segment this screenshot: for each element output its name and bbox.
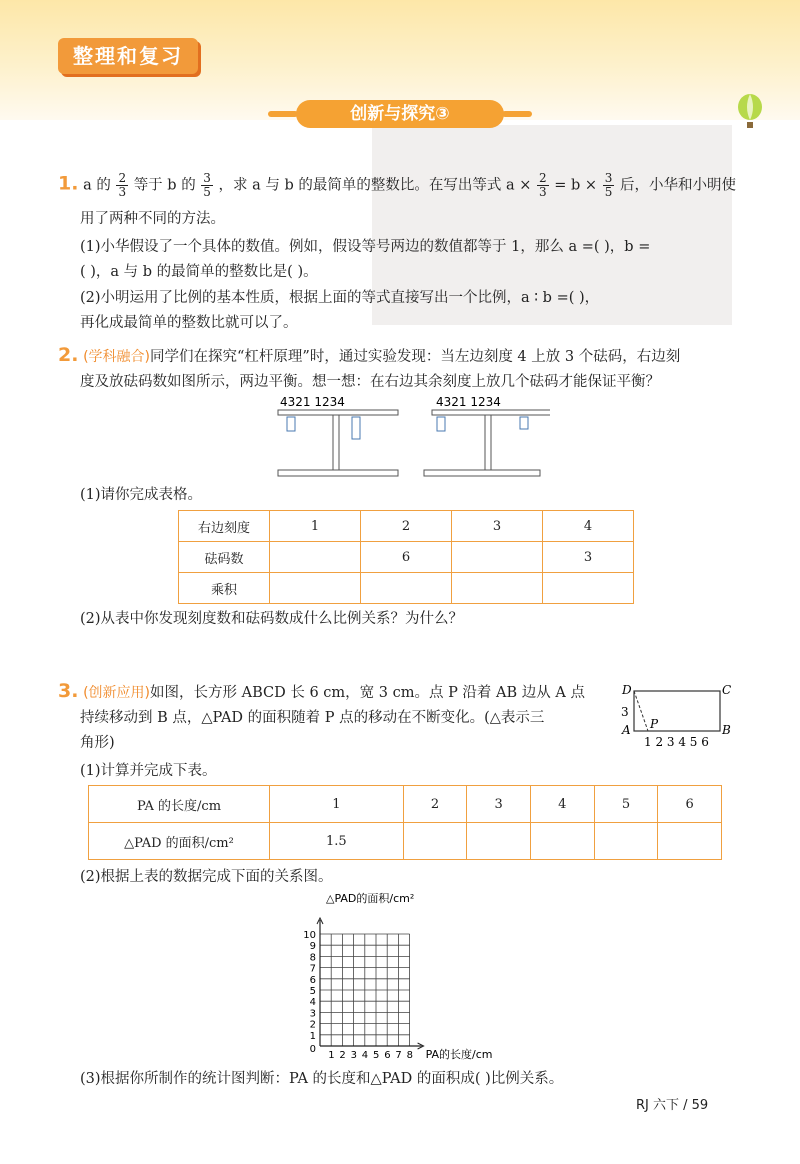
label-d: D [622,683,632,697]
q1-part2: (2)小明运用了比例的基本性质，根据上面的等式直接写出一个比例，a ∶ b =( )， [80,290,600,306]
q3-text: 如图，长方形 ABCD 长 6 cm，宽 3 cm。点 P 沿着 AB 边从 A 点 [150,685,585,701]
y-tick-label: 4 [309,997,316,1009]
x-tick-label: 8 [406,1050,413,1060]
table-row [179,542,634,573]
table-cell: 右边刻度 [179,511,270,542]
q1-text: 后，小华和小明使 [619,177,736,194]
chapter-tab [58,38,198,74]
y-tick-label: 3 [309,1008,316,1020]
scale-labels: 4321 1234 [436,395,501,409]
x-tick-label: 4 [361,1050,369,1060]
q3-sub1: (1)计算并完成下表。 [80,763,217,779]
x-tick-label: 2 [339,1050,346,1060]
y-tick-label: 2 [309,1019,316,1031]
q1-part1: (1)小华假设了一个具体的数值。例如，假设等号两边的数值都等于 1，那么 a =( )，b = [80,239,651,255]
table-cell: 砝码数 [179,542,270,573]
y-tick-label: 7 [309,963,316,975]
chapter-tab-label: 整理和复习 [73,44,183,68]
table-cell: 3 [543,542,634,573]
q3-number: 3. [58,680,79,702]
label-b: B [722,723,731,737]
table-row [89,786,722,823]
table-cell: 6 [658,786,722,823]
q3-sub2: (2)根据上表的数据完成下面的关系图。 [80,869,333,885]
q1-line1 [58,172,736,199]
x-tick-label: 6 [384,1050,391,1060]
lever-figures [270,394,550,480]
fraction: $\frac{3}{5}$ [203,171,211,199]
q3-sub3: (3)根据你所制作的统计图判断：PA 的长度和△PAD 的面积成( )比例关系。 [80,1071,564,1087]
table-cell[interactable] [467,823,531,860]
q3-table [88,785,722,860]
table-cell[interactable] [361,573,452,604]
q1-text: ，求 a 与 b 的最简单的整数比。在写出等式 a × [218,177,532,194]
table-cell[interactable] [270,542,361,573]
table-cell: 4 [543,511,634,542]
lever-1 [278,395,398,476]
table-cell: 5 [594,786,658,823]
q1-text: = b × [554,177,598,194]
q1-number: 1. [58,172,79,195]
table-cell: 乘积 [179,573,270,604]
q1-text: a 的 [83,177,111,194]
table-cell[interactable] [452,542,543,573]
x-tick-label: 3 [350,1050,357,1060]
y-tick-label: 8 [309,952,316,964]
table-cell: 1 [270,511,361,542]
table-cell[interactable] [658,823,722,860]
table-cell: 1.5 [270,823,404,860]
q1-part1-cont: ( )，a 与 b 的最简单的整数比是( )。 [80,264,318,280]
table-cell: 2 [403,786,467,823]
table-cell: △PAD 的面积/cm² [89,823,270,860]
table-cell: 6 [361,542,452,573]
table-cell[interactable] [403,823,467,860]
label-height: 3 [621,705,629,719]
q2-number: 2. [58,344,79,366]
scale-labels: 4321 1234 [280,395,345,409]
q2-line2: 度及放砝码数如图所示，两边平衡。想一想：在右边其余刻度上放几个砝码才能保证平衡？ [80,374,660,390]
q2-text: 同学们在探究“杠杆原理”时，通过实验发现：当左边刻度 4 上放 3 个砝码，右边刻 [150,349,681,365]
table-cell: 2 [361,511,452,542]
balloon-icon [736,94,764,130]
table-cell[interactable] [530,823,594,860]
table-cell: 3 [452,511,543,542]
table-cell[interactable] [594,823,658,860]
label-a: A [622,723,631,737]
q1-text: 等于 b 的 [133,177,196,194]
fraction: $\frac{3}{5}$ [604,171,613,199]
table-cell[interactable] [270,573,361,604]
table-cell[interactable] [543,573,634,604]
table-cell: 4 [530,786,594,823]
y-axis-label: △PAD的面积/cm² [326,892,415,905]
x-tick-label: 5 [373,1050,380,1060]
relation-chart [290,890,530,1060]
q2-tag: (学科融合) [83,349,150,365]
fraction: $\frac{2}{3}$ [539,171,547,199]
tick-labels: 1 2 3 4 5 6 [644,735,709,749]
table-row [179,573,634,604]
q2-sub2: (2)从表中你发现刻度数和砝码数成什么比例关系？为什么？ [80,611,464,627]
table-cell[interactable] [452,573,543,604]
y-tick-label: 1 [309,1030,316,1042]
x-axis-label: PA的长度/cm [425,1048,493,1060]
table-cell: 1 [270,786,404,823]
q3-line1 [58,680,585,704]
q2-sub1: (1)请你完成表格。 [80,487,203,503]
q2-line1 [58,344,680,368]
y-tick-label: 5 [309,986,316,997]
table-cell: 3 [467,786,531,823]
y-tick-label: 10 [303,930,316,941]
label-c: C [722,683,732,697]
rectangle-figure [618,680,740,752]
y-tick-label: 6 [309,974,316,986]
section-title-label: 创新与探究③ [296,100,504,128]
section-title [268,100,532,128]
lever-2 [424,395,550,476]
chart-axes [317,918,424,1049]
origin-label: 0 [309,1044,316,1055]
x-tick-label: 1 [328,1050,335,1060]
q1-part2-cont: 再化成最简单的整数比就可以了。 [80,315,298,331]
q3-line2: 持续移动到 B 点，△PAD 的面积随着 P 点的移动在不断变化。(△表示三 [80,710,545,726]
fraction: $\frac{2}{3}$ [118,171,127,199]
label-p: P [650,717,659,731]
chart-grid[interactable] [320,934,410,1046]
table-row [89,823,722,860]
table-row [179,511,634,542]
x-tick-label: 7 [395,1050,402,1060]
q2-table [178,510,634,604]
q3-line3: 角形) [80,735,115,751]
page-number: RJ 六下 / 59 [636,1098,709,1113]
q3-tag: (创新应用) [83,685,150,701]
y-tick-label: 9 [309,941,316,953]
table-cell: PA 的长度/cm [89,786,270,823]
q1-line2: 用了两种不同的方法。 [80,211,225,227]
